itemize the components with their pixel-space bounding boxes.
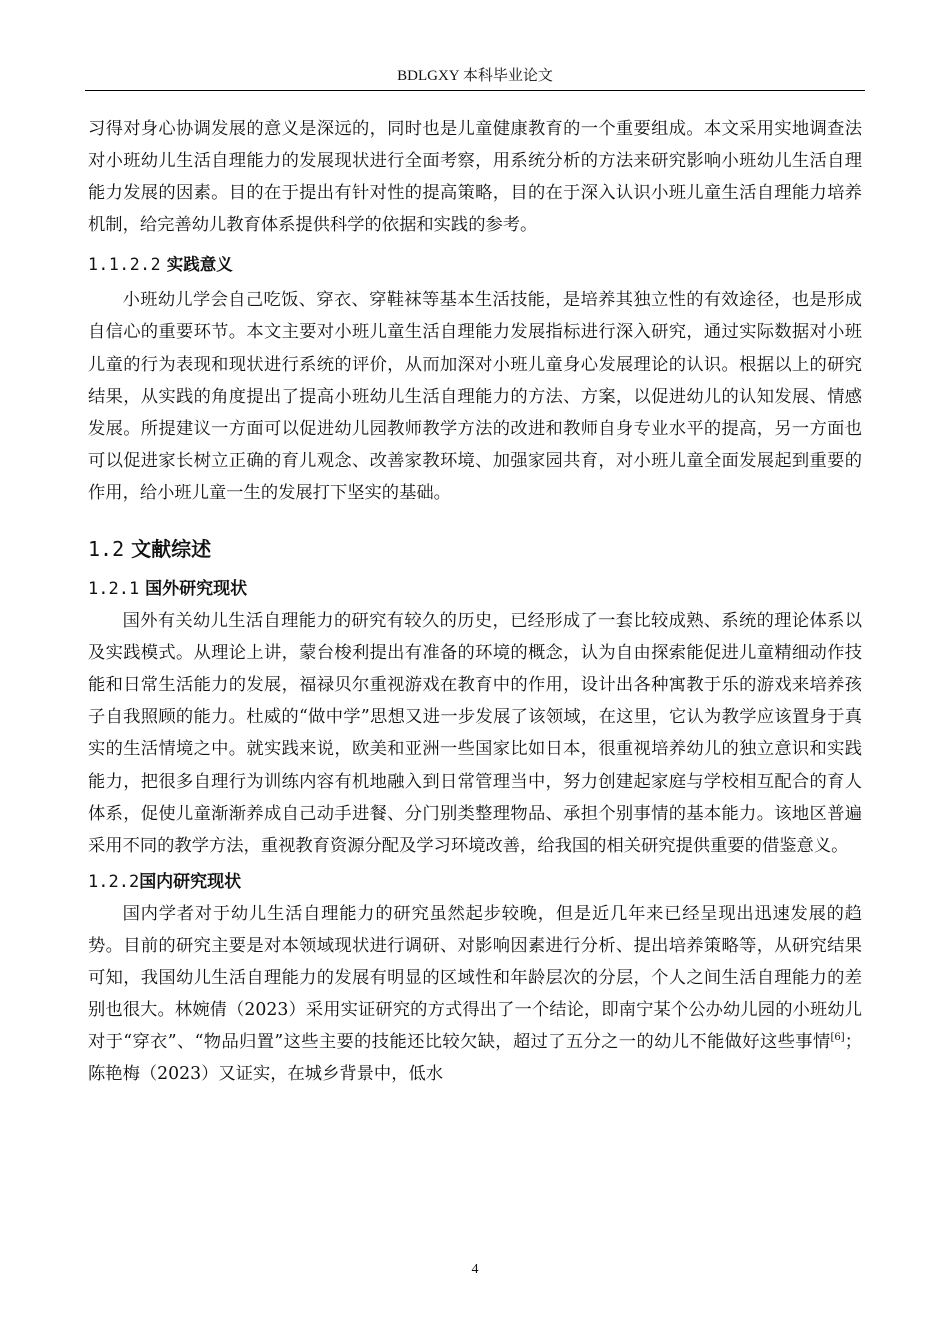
page-body [88, 113, 862, 1090]
heading-literature-review [88, 509, 862, 569]
heading-number: 1.1.2.2 [88, 255, 162, 275]
heading-number: 1.2.2 [88, 871, 140, 892]
paragraph-foreign-research: 国外有关幼儿生活自理能力的研究有较久的历史，已经形成了一套比较成熟、系统的理论体系以及实践模式。从理论上讲，蒙台梭利提出有准备的环境的概念，认为自由探索能促进儿童精细动作技能和日常生活能力的发展，福禄贝尔重视游戏在教育中的作用，设计出各种寓教于乐的游戏来培养孩子自我照顾的能力。杜威的“做中学”思想又进一步发展了该领域，在这里，它认为教学应该置身于真实的生活情境之中。就实践来说，欧美和亚洲一些国家比如日本，很重视培养幼儿的独立意识和实践能力，把很多自理行为训练内容有机地融入到日常管理当中，努力创建起家庭与学校相互配合的育人体系，促使儿童渐渐养成自己动手进餐、分门别类整理物品、承担个别事情的基本能力。该地区普遍采用不同的教学方法，重视教育资源分配及学习环境改善，给我国的相关研究提供重要的借鉴意义。 [88, 611, 862, 856]
running-header: BDLGXY 本科毕业论文 [397, 68, 553, 84]
paragraph-text-continued: ；陈艳梅（2023）又证实，在城乡背景中，低水 [88, 1032, 862, 1085]
header-rule [85, 90, 865, 91]
heading-text: 实践意义 [166, 255, 233, 275]
heading-domestic-research [88, 862, 862, 898]
heading-text: 文献综述 [131, 537, 212, 562]
heading-foreign-research [88, 569, 862, 605]
page-number: 4 [471, 1262, 479, 1277]
heading-number: 1.2 [88, 537, 125, 562]
heading-text: 国外研究现状 [145, 579, 248, 600]
paragraph-practical-significance: 小班幼儿学会自己吃饭、穿衣、穿鞋袜等基本生活技能，是培养其独立性的有效途径，也是形成自信心的重要环节。本文主要对小班儿童生活自理能力发展指标进行深入研究，通过实际数据对小班儿童的行为表现和现状进行系统的评价，从而加深对小班儿童身心发展理论的认识。根据以上的研究结果，从实践的角度提出了提高小班幼儿生活自理能力的方法、方案，以促进幼儿的认知发展、情感发展。所提建议一方面可以促进幼儿园教师教学方法的改进和教师自身专业水平的提高，另一方面也可以促进家长树立正确的育儿观念、改善家教环境、加强家园共育，对小班儿童全面发展起到重要的作用，给小班儿童一生的发展打下坚实的基础。 [88, 290, 862, 503]
paragraph-domestic-research [88, 898, 862, 1091]
heading-text: 国内研究现状 [139, 871, 242, 892]
citation-marker[interactable]: [6] [830, 1032, 845, 1044]
heading-number: 1.2.1 [88, 579, 140, 600]
paragraph-significance-theory-end: 习得对身心协调发展的意义是深远的，同时也是儿童健康教育的一个重要组成。本文采用实地调查法对小班幼儿生活自理能力的发展现状进行全面考察，用系统分析的方法来研究影响小班幼儿生活自理能力发展的因素。目的在于提出有针对性的提高策略，目的在于深入认识小班儿童生活自理能力培养机制，给完善幼儿教育体系提供科学的依据和实践的参考。 [88, 119, 862, 236]
paragraph-text: 国内学者对于幼儿生活自理能力的研究虽然起步较晚，但是近几年来已经呈现出迅速发展的趋势。目前的研究主要是对本领域现状进行调研、对影响因素进行分析、提出培养策略等，从研究结果可知，我国幼儿生活自理能力的发展有明显的区域性和年龄层次的分层，个人之间生活自理能力的差别也很大。林婉倩（2023）采用实证研究的方式得出了一个结论，即南宁某个公办幼儿园的小班幼儿对于“穿衣”、“物品归置”这些主要的技能还比较欠缺，超过了五分之一的幼儿不能做好这些事情 [88, 903, 862, 1053]
heading-practical-significance [88, 241, 862, 284]
